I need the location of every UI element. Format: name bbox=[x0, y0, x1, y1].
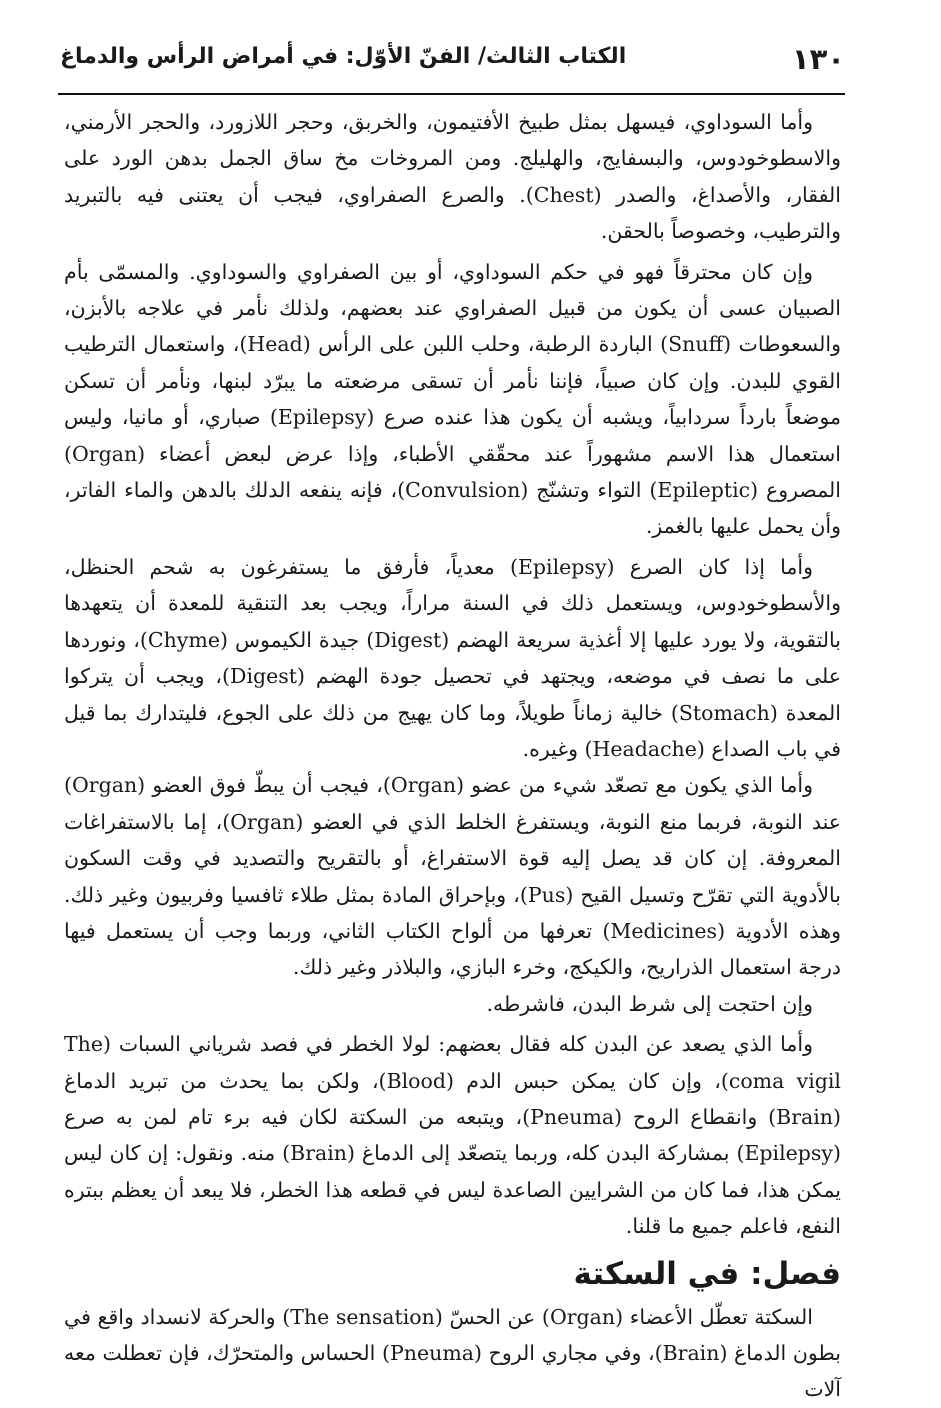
paragraph-muadi: وأما إذا كان الصرع (Epilepsy) معدياً، فأرفق ما يستفرغون به شحم الحنظل، والأسطوخودوس، ويستعمل ذلك في السنة مراراً، ويجب بعد التنقية للمعدة أن يتعهدها بالتقوية، ولا يورد عليها إلا أغذية سريعة الهضم (Digest) جيدة الكيموس (Chyme)، ونوردها على ما نصف في موضعه، ويجتهد في تحصيل جودة الهضم (Digest)، ويجب أن يتركوا المعدة (Stomach) خالية زماناً طويلاً، وما كان يهيج من ذلك على الجوع، فليتدارك بما قيل في باب الصداع (Headache) وغيره. bbox=[64, 554, 842, 761]
page-header bbox=[60, 40, 845, 90]
paragraph-muhtariq: وإن كان محترقاً فهو في حكم السوداوي، أو بين الصفراوي والسوداوي. والمسمّى بأم الصبيان عسى أن يكون من قبيل الصفراوي عند بعضهم، ولذلك نأمر في علاجه بالأبزن، والسعوطات (Snuff) الباردة الرطبة، وحلب اللبن على الرأس (Head)، واستعمال الترطيب القوي للبدن. وإن كان صبياً، فإننا نأمر أن تسقى مرضعته ما يبرّد لبنها، ونأمر أن تسكن موضعاً بارداً سردابياً، ويشبه أن يكون هذا عنده صرع (Epilepsy) صباري، أو مانيا، وليس استعمال هذا الاسم مشهوراً عند محقّقي الأطباء، وإذا عرض لبعض أعضاء (Organ) المصروع (Epileptic) التواء وتشنّج (Convulsion)، فإنه ينفعه الدلك بالدهن والماء الفاتر، وأن يحمل عليها بالغمز. bbox=[64, 259, 842, 539]
paragraph-organ: وأما الذي يكون مع تصعّد شيء من عضو (Organ)، فيجب أن يبطّ فوق العضو (Organ) عند النوبة، فربما منع النوبة، ويستفرغ الخلط الذي في العضو (Organ)، إما بالاستفراغات المعروفة. إن كان قد يصل إليه قوة الاستفراغ، أو بالتقريح والتصديد في وقت السكون بالأدوية التي تقرّح وتسيل القيح (Pus)، وبإحراق المادة بمثل طلاء ثافسيا وفربيون وغير ذلك. وهذه الأدوية (Medicines) تعرفها من ألواح الكتاب الثاني، وربما وجب أن يستعمل فيها درجة استعمال الذراريح، والكيكج، وخرء البازي، والبلاذر وغير ذلك. bbox=[64, 773, 841, 980]
body-text bbox=[64, 104, 841, 1408]
page-number: ١٣٠ bbox=[791, 42, 845, 76]
header-rule bbox=[58, 93, 845, 95]
paragraph-sakta: السكتة تعطّل الأعضاء (Organ) عن الحسّ (The sensation) والحركة لانسداد واقع في بطون الدماغ (Brain)، وفي مجاري الروح (Pneuma) الحساس والمتحرّك، فإن تعطلت معه آلات bbox=[64, 1304, 841, 1402]
running-title: الكتاب الثالث/ الفنّ الأوّل: في أمراض الرأس والدماغ bbox=[60, 44, 627, 69]
paragraph-badan: وأما الذي يصعد عن البدن كله فقال بعضهم: لولا الخطر في فصد شرياني السبات (The coma vigil)، وإن كان يمكن حبس الدم (Blood)، ولكن بما يحدث من تبريد الدماغ (Brain) وانقطاع الروح (Pneuma)، ويتبعه من السكتة لكان فيه برء تام لمن به صرع (Epilepsy) بمشاركة البدن كله، وربما يتصعّد إلى الدماغ (Brain) منه. ونقول: إن كان ليس يمكن هذا، فما كان من الشرايين الصاعدة ليس في قطعه هذا الخطر، فلا يبعد أن يعظم ببتره النفع، فاعلم جميع ما قلنا. bbox=[64, 1032, 842, 1239]
paragraph-shart: وإن احتجت إلى شرط البدن، فاشرطه. bbox=[486, 991, 813, 1016]
section-title: فصل: في السكتة bbox=[573, 1255, 841, 1292]
paragraph-sawdawi: وأما السوداوي، فيسهل بمثل طبيخ الأفتيمون، والخربق، وحجر اللازورد، والحجر الأرمني، والاسطوخودوس، والبسفايج، والهليلج. ومن المروخات مخ ساق الجمل بدهن الورد على الفقار، والأصداغ، والصدر (Chest). والصرع الصفراوي، فيجب أن يعتنى فيه بالتبريد والترطيب، وخصوصاً بالحقن. bbox=[64, 110, 841, 244]
